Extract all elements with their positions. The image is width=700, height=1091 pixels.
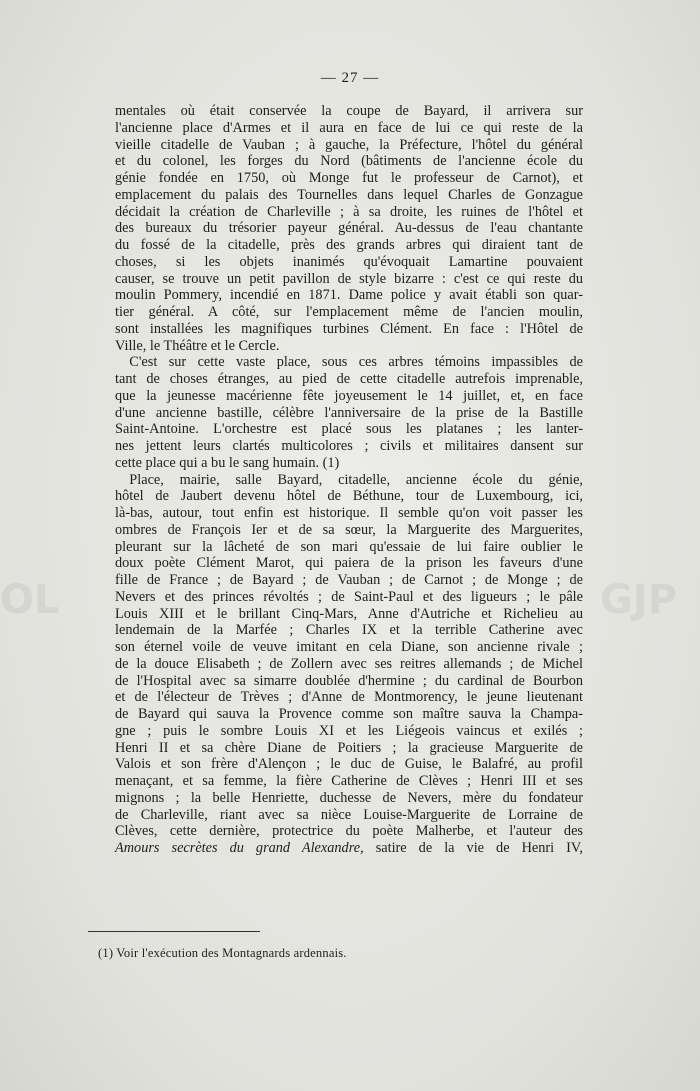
text-line: que la jeunesse macérienne fête joyeusement le 14 juillet, et, en face — [115, 387, 583, 404]
text-line: là-bas, autour, tout enfin est historique. Il semble qu'on voit passer les — [115, 505, 583, 521]
text-line: Ville, le Théâtre et le Cercle. — [115, 337, 280, 354]
text-line: Nevers et des princes révoltés ; de Saint-Paul et des ligueurs ; le pâle — [115, 588, 583, 605]
text-line: décidait la création de Charleville ; à sa droite, les ruines de l'hôtel et — [115, 203, 583, 220]
text-line: de la douce Elisabeth ; de Zollern avec ses reitres allemands ; de Michel — [115, 655, 583, 672]
text-line: l'ancienne place d'Armes et il aura en face de lui ce qui reste de la — [115, 119, 583, 136]
text-line: causer, se trouve un petit pavillon de style bizarre : c'est ce qui reste du — [115, 270, 583, 287]
text-line: et de l'électeur de Trèves ; d'Anne de Montmorency, le jeune lieutenant — [115, 689, 583, 706]
text-line: fille de France ; de Bayard ; de Vauban ; de Carnot ; de Monge ; de — [115, 572, 583, 588]
svg-text:GJP: GJP — [600, 577, 678, 623]
text-line: Clèves, cette dernière, protectrice du poète Malherbe, et l'auteur des — [115, 823, 583, 840]
text-line: cette place qui a bu le sang humain. (1) — [115, 454, 340, 471]
text-line: et du colonel, les forges du Nord (bâtiments de l'ancienne école du — [115, 153, 583, 170]
text-line: d'une ancienne bastille, célèbre l'anniversaire de la prise de la Bastille — [115, 404, 583, 421]
text-line: de Charleville, riant avec sa nièce Louise-Marguerite de Lorraine de — [115, 806, 583, 823]
final-line-rest: satire de la vie de Henri IV, — [363, 840, 583, 856]
text-line: doux poète Clément Marot, qui paiera de la prison les faveurs d'une — [115, 555, 583, 572]
book-title: Amours secrètes du grand Alexandre, — [115, 840, 364, 856]
footnote-divider — [88, 931, 260, 932]
text-line: Valois et son frère d'Alençon ; le duc de Guise, le Balafré, au profil — [115, 756, 583, 773]
text-line: Saint-Antoine. L'orchestre est placé sous les platanes ; les lanter- — [115, 421, 583, 438]
text-line: ombres de François Ier et de sa sœur, la Marguerite des Marguerites, — [115, 521, 583, 538]
text-line: C'est sur cette vaste place, sous ces arbres témoins impassibles de — [115, 354, 583, 371]
text-line: Place, mairie, salle Bayard, citadelle, ancienne école du génie, — [115, 471, 583, 488]
text-line: nes jettent leurs clartés multicolores ; civils et militaires dansent sur — [115, 438, 583, 454]
text-line: sont installées les magnifiques turbines Clément. En face : l'Hôtel de — [115, 320, 583, 337]
text-line: moulin Pommery, incendié en 1871. Dame police y avait établi son quar- — [115, 287, 583, 304]
svg-text:OL: OL — [0, 577, 60, 623]
text-line: pleurant sur la lâcheté de son mari qu'essaie de lui faire oublier le — [115, 538, 583, 555]
text-line: emplacement du palais des Tournelles dans lequel Charles de Gonzague — [115, 186, 583, 203]
text-line: génie fondée en 1750, où Monge fut le professeur de Carnot), et — [115, 170, 583, 186]
text-line: tier général. A côté, sur l'emplacement même de l'ancien moulin, — [115, 304, 583, 320]
page-number: — 27 — — [320, 70, 380, 86]
text-line: vieille citadelle de Vauban ; à gauche, la Préfecture, l'hôtel du général — [115, 136, 583, 153]
body-text — [115, 103, 583, 857]
text-line: tant de choses étranges, au pied de cette citadelle autrefois imprenable, — [115, 371, 583, 387]
text-line: lendemain de la Marfée ; Charles IX et la terrible Catherine avec — [115, 622, 583, 639]
text-line-final — [115, 840, 583, 857]
footnote: (1) Voir l'exécution des Montagnards ardennais. — [98, 946, 347, 960]
text-line: son éternel voile de veuve imitant en cela Diane, son ancienne rivale ; — [115, 639, 583, 655]
text-line: mignons ; la belle Henriette, duchesse de Nevers, mère du fondateur — [115, 789, 583, 806]
text-line: menaçant, et sa femme, la fière Catherine de Clèves ; Henri III et ses — [115, 773, 583, 789]
text-line: gne ; puis le sombre Louis XI et les Liégeois vaincus et exilés ; — [115, 722, 583, 739]
text-line: Henri II et sa chère Diane de Poitiers ; la gracieuse Marguerite de — [115, 739, 583, 756]
text-line: des bureaux du trésorier payeur général. Au-dessus de l'eau chantante — [115, 220, 583, 237]
text-line: choses, si les objets inanimés qu'évoquait Lamartine pouvaient — [115, 253, 583, 270]
text-line: Louis XIII et le brillant Cinq-Mars, Anne d'Autriche et Richelieu au — [115, 605, 583, 622]
text-line: hôtel de Jaubert devenu hôtel de Béthune, tour de Luxembourg, ici, — [115, 488, 583, 505]
text-line: de l'Hospital avec sa simarre doublée d'hermine ; du cardinal de Bourbon — [115, 672, 583, 689]
text-line: mentales où était conservée la coupe de Bayard, il arrivera sur — [115, 103, 583, 119]
text-line: de Bayard qui sauva la Provence comme son maître sauva la Champa- — [115, 706, 583, 722]
text-line: du fossé de la citadelle, près des grands arbres qui diraient tant de — [115, 237, 583, 253]
